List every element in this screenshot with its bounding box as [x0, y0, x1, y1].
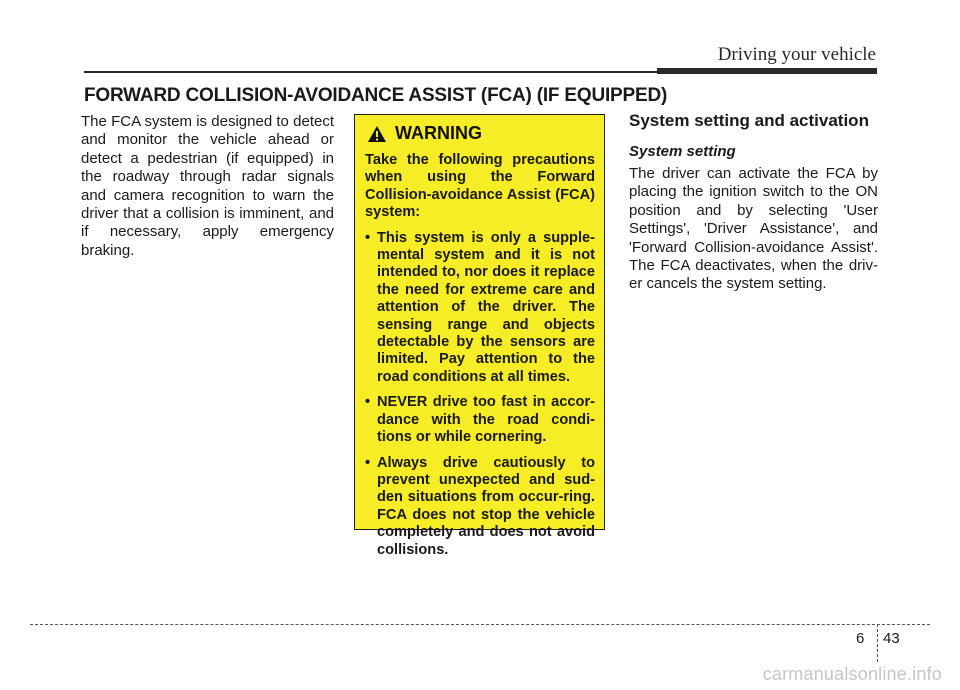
- system-setting-subheading: System setting: [629, 143, 736, 160]
- warning-box: [354, 114, 605, 558]
- system-setting-paragraph: The driver can activate the FCA by placing the ignition switch to the ON position and by selecting 'User Settings', 'Driver Assistance', and 'Forward Collision-avoidance Assist'. The FCA deactivates, when the driv-er cancels the system setting.: [629, 165, 878, 293]
- main-heading: FORWARD COLLISION-AVOIDANCE ASSIST (FCA) (IF EQUIPPED): [84, 85, 668, 106]
- warning-list: [365, 230, 595, 559]
- footer-divider: [877, 624, 878, 662]
- warning-title: WARNING: [395, 123, 482, 143]
- footer-rule: [30, 624, 930, 625]
- header-rule-accent: [657, 68, 877, 74]
- right-column: [629, 111, 878, 294]
- intro-paragraph: The FCA system is designed to detect and monitor the vehicle ahead or detect a pedestrian (if equipped) in the roadway through radar signals and camera recognition to warn the driver that a collision is imminent, and if necessary, apply emergency braking.: [81, 113, 334, 259]
- section-title: Driving your vehicle: [717, 44, 876, 65]
- warning-item: • NEVER drive too fast in accor-dance with the road condi-tions or while cornering.: [365, 394, 595, 446]
- warning-triangle-icon: [367, 125, 387, 143]
- warning-intro: Take the following precautions when using the Forward Collision-avoidance Assist (FCA) system:: [365, 152, 595, 221]
- warning-header: [365, 123, 595, 144]
- left-column: [81, 113, 334, 260]
- watermark: carmanualsonline.info: [762, 664, 942, 684]
- warning-item: • Always drive cautiously to prevent unexpected and sud-den situations from occur-ring. FCA does not stop the vehicle completely and does not avoid collisions.: [365, 455, 595, 559]
- chapter-number: 6: [856, 630, 865, 647]
- page-number: 43: [883, 630, 900, 647]
- warning-item: • This system is only a supple-mental system and it is not intended to, nor does it replace the need for extreme care and attention of the driver. The sensing range and objects detectable by the sensors are limited. Pay attention to the road conditions at all times.: [365, 230, 595, 387]
- system-setting-heading: System setting and activation: [629, 111, 869, 130]
